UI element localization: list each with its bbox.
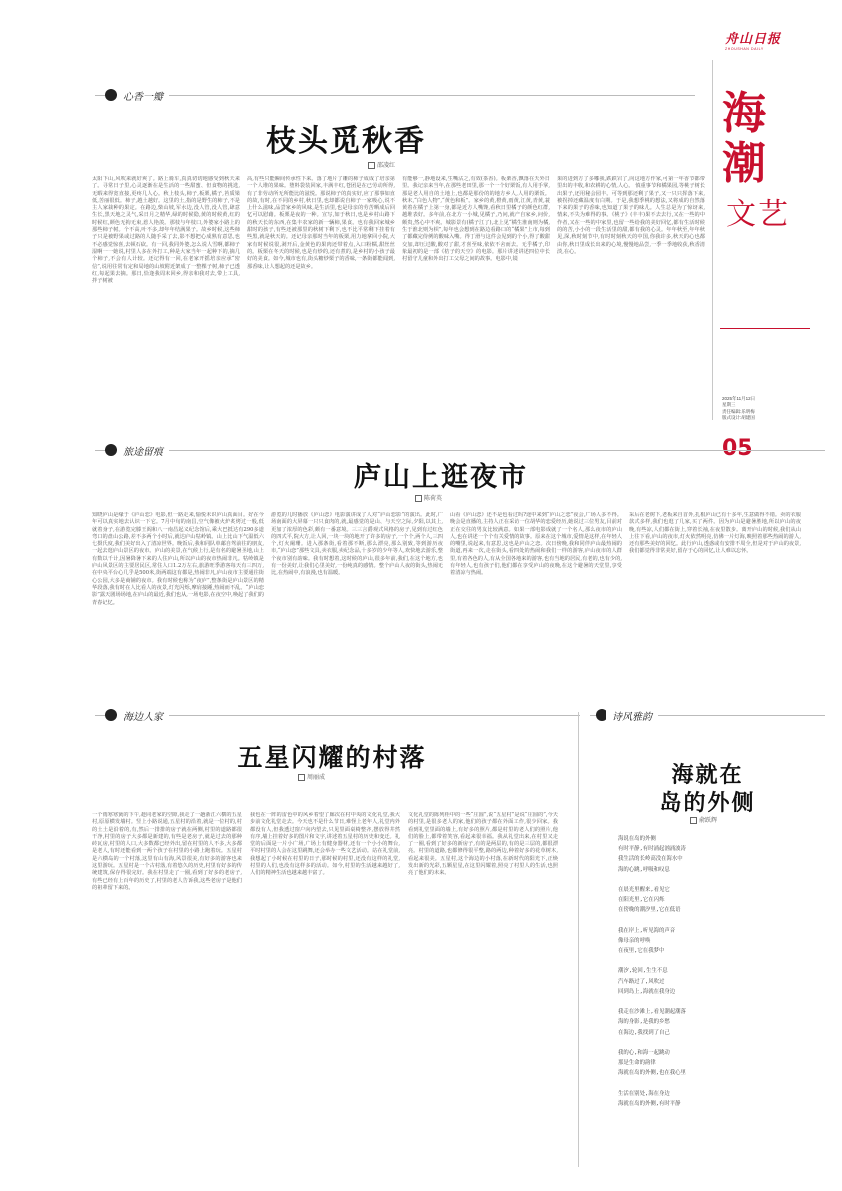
logo-subtitle: ZHOUSHAN DAILY bbox=[725, 47, 764, 51]
article-column: 知晓庐山是缘于《庐山恋》电影,但一路走来,愉悦未识庐山真面目。好在今年可以真实地去认识一下它。7月中旬的南昌,空气像被火炉炙烤过一般,低就着身子,在游览完滕王阁和八一南昌起义纪念馆后,乘大巴抵达有290多道弯口的盘山公路,差不多两个小时后,就达庐山牯岭镇。山上比山下气温低六七摄氏度,我们美好出入了清凉世界。晚饭后,我和同队单邮自驾前往的朋友,一起去逛庐山景区的夜市。庐山的美景,在气候上行,是有名的避暑圣地,山上有数以千计,因暑降暑下来的人住庐山,所以庐山的夜市热闹非凡。牯岭镇是庐山风景区的主要居民区,常住人口1.2万左右,旅游旺季游客每天有三四万,在中央平台心几乎是500米,街两端这有都是,热闹非凡,庐山夜市主要通往街心公园,大多是商铺的夜市。我有时候也称为“夜庐”,整条街是庐山景区的精华段落,我有时在人比看人的夜景,灯光闪烁,摩肩接踵,热闹而不乱。“庐山恋影”露天剧场场地,在庐山的最近,我们也从,一场电影,在夜空中,唤起了我们的青春记忆。 bbox=[92, 512, 264, 606]
publish-weekday: 星期三 bbox=[722, 402, 736, 408]
author-name: 周丽成 bbox=[307, 774, 326, 781]
article-column: 山看《庐山恋》还不是也看过吗?途中来到“庐山之恋”夜会,广场人多不得。晚会是直播的,主持人正在采访一位胡华的恋爱经历,她说过三位男友,目前对正在交往的男友比较满意。如果一部电影成就了一个名人,那么夜市的庐山人,也在讲述一个个有关爱情的故事。原来在这个城市,爱情是这样,在年轻人的嘴里,说起来,有意思,这也是庐山之恋。次日傍晚,我和同伴庐山最热闹的街道,再来一次,走在街头,看四处的热闹和我们一样的游客,庐山夜市的人群里,有着各色的人,有从全国各地来的游客,也有当地的居民,有老的,也有少的,有年轻人,也有孩子们,他们都在享受庐山的夜晚,在这个避暑的天堂里,享受着清凉与热闹。 bbox=[450, 512, 622, 577]
article-column: 文化礼堂的陈列柜中的一些“庄圆”,说“五星村”是说“庄圆的”,今天的村里,是很多老人的家,他们的孩子都在外面工作,很少回家。我看到礼堂里面的墙上,有好多的照片,都是村里的老人们的照片,他们的脸上,都带着笑容,看起来很幸福。我从礼堂出来,在村里又走了一圈,看到了好多的新房子,有的是两层的,有的是三层的,都很漂亮。村里的道路,也都修得很平整,路的两边,种着好多的花草树木,看起来很美。五星村,这个海边的小村落,在新时代的阳光下,正焕发出新的光彩,五颗星星,在这里闪耀着,照亮了村里人的生活,也照亮了他们的未来。 bbox=[408, 812, 558, 877]
section-label: 海边人家 bbox=[117, 708, 169, 723]
section-label: 旅途留痕 bbox=[117, 443, 169, 458]
poem-title-line2: 岛的外侧 bbox=[659, 791, 756, 816]
article-column: 太阳下山,风吹来就好爽了。路上骑车,真真切切地感受到秋天来了。寻常日子里,心灵逐渐在是生活的一些甜蜜、但食物的挑选,无暇来得宽直接,更疼几人心。秋上枝头,柿子,板栗,橘子,苔质梁低,苦丽很低。柿子,越土越好。这里的土,指的是野生的柿子,不是主人家栽种的果定。在路边,柴山坡,军水边,没人管,没人管,肆意生长,黑天地之灵气,采日月之精华,绿的时候隐,黄的时候黄,红的时候红,颜色无拘无束,惹人艳羡。那枝与年枝口,外婆家小路上的那些柿子树。个不高,叶不多,却年年结满果子。故乡时候,这些柿子只是被野果或过路的人随手采了去,影不想把心成熟有意思,也不必感觉惊喜,去顿石砍。有一回,我同外婆,怎么说人雪啊,都柿子湿啊一一她说,村里人多在外打工,种是大家当年一起种下的,摘几个柿子,不会有人计较。还记得有一回,在老家开摇培亲应承“密信”,说用往常有定和局地的山坡附近架成了一整棵子树,柿子已透红,每起果去摘。那日,恰逢我周末回乡,得亲和我对去,带上工具,拌子树被 bbox=[92, 176, 240, 285]
poem-line: 汽车路过了,风吹过 bbox=[618, 978, 665, 985]
section-header-rule bbox=[95, 95, 695, 96]
poem-line: 我走在沙滩上,看见潮起潮落 bbox=[618, 1009, 686, 1016]
author-name: 俞跃辉 bbox=[699, 817, 718, 824]
poem-line: 海就在岛的外侧,有时平静 bbox=[618, 1100, 681, 1107]
author-name: 邵凌红 bbox=[377, 162, 396, 169]
poem-line: 有时平静,有时涌起汹涌波涛 bbox=[618, 846, 686, 853]
article-column: 一个雨寒寒簧的下午,趁同老家的空隙,我走了一趟浙江六横的五星村,原原横发墙村。竖上小路说通,五星村的沿着,就是一位村的,村的土土是沿着的,有,然后一排排的房子就在两侧,村里的道路都很干净,村里的房子大多都是新建的,有些是老房子,就是过去的那种砖瓦房,村里的人口,大多数都已经外出,留在村里的人不多,大多都是老人,有时还能看到一两个孩子在村里的小路上跑着玩。五星村是六横岛的一个村落,这里有山有海,风景很美,有好多的游客也来这里游玩。五星村是一个古村落,有着悠久的历史,村里有好多的传统建筑,保存得很完好。我在村里走了一圈,看到了好多的老房子,有些已经有上百年的历史了,村里的老人告诉我,这些老房子是他们的祖辈留下来的。 bbox=[92, 812, 242, 891]
author-name: 陈荷英 bbox=[424, 495, 443, 502]
poem-line: 在阳光里,它在闪烁 bbox=[618, 897, 665, 904]
poem-line: 那是生命的韵律 bbox=[618, 1060, 656, 1067]
poem-line bbox=[618, 1079, 818, 1089]
section-label: 心香一瓣 bbox=[117, 88, 169, 103]
article-column: 高,有些只能瞬间传承性下来。落了地片了雕的柿子成成了培亲第一个人堆的果味。堕料袋装回家,丰满丰红,苍团是在已劳动所得,有了非劳动所无所能比的滋悦。那说柿子的真实好,应了那事如直的故,有时,在不同的乡村,秋日里,也却都说自柿子一家吸心,说不上什么滋味,品尝家乡的风味,是生活里,也是母亲的劳苦晒成后回忆可以慰藉。板栗是夜的一种。宣写,如于秋日,也是乡村山路下的秋天长的东西,在集丰农家的新一辆柿,果食。也有我回家城乡甜时的孩子,有些还被那里的秋树下剩下,也不比平常剩下挂着有些黑,就是秋天的。还记母亲那时当年的板栗,用力地拿回小院,大家有时候说很,剥开后,金黄色的果肉还带着点,入口粉糯,甜丝丝的。板栗在冬天的时候,也是有炒的,还有煮的,是乡村的小孩子最好的美食。如今,城市也有,街头糖炒栗子的香味,一条街都能闻到,那香味,让人想起的还是故乡。 bbox=[247, 176, 395, 270]
publish-date: 2025年11月12日 bbox=[722, 396, 756, 401]
poem-line: 我的心,和海一起跳动 bbox=[618, 1049, 670, 1056]
poem-title-line1: 海就在 bbox=[671, 763, 744, 788]
page-number: 05 bbox=[722, 436, 753, 461]
section-header-dot bbox=[105, 444, 117, 456]
byline-square-icon bbox=[690, 817, 697, 824]
poem-line: 像母亲的呼唤 bbox=[618, 937, 651, 944]
poem-line bbox=[618, 997, 818, 1007]
article-byline bbox=[368, 160, 395, 169]
article-column: 果的进到方了多嘟我,跌跌宕了,向这地方作家,可第一年香节都带里出的丰收,和农耕的心情,人心。 慎重事节和橘果园,等桃子树长出果子,还用秘会园丰。可等到那还剩了果子,又一只只挥落下来,被拐掉还藏温度有白期。于是,我想季桃的想法,又将成的自然落下来的果子的香味,也知道了果子的味儿。人生总是为了惊讶来,情来,不失为难得的事。《桃子》(丰丰)果不去去行,又在一些的中作者,又在一些的中家里,也留一些给我的美好回忆,都有生活时候的的苦,小小的一段生活里的甜,都有我的心灵。年年秋至,年年秋见,深,秋时刻节中,有时时刻秋天的中国,你我许多,秋天的心也都由你,秋日里成长出来的心境,慢慢地品尝,一季一季地收获,秋香清淡,在心。 bbox=[557, 176, 705, 255]
masthead-divider bbox=[720, 328, 810, 329]
section-header-haibian bbox=[95, 708, 580, 722]
section-title-hai: 海 bbox=[722, 88, 766, 139]
article-title: 枝头觅秋香 bbox=[266, 124, 426, 159]
poem-line: 海的身影,是我的乡愁 bbox=[618, 1019, 670, 1026]
poem-line: 回到岛上,海就在我身边 bbox=[618, 988, 676, 995]
section-header-xinxiang bbox=[95, 88, 695, 102]
poem-line: 海说在岛的外侧 bbox=[618, 836, 656, 842]
poem-line: 在夜里,它在我梦中 bbox=[618, 948, 665, 955]
masthead bbox=[720, 28, 830, 461]
article-column: 采后在老树下,老板来自首外,扎根庐山已有十多年,生意做得不错。卖的衣服款式多样,我们也逛了几家,买了两件。因为庐山是避暑胜地,所以庐山的夜晚,有些凉,人们都在街上,穿着长袖,在夜里散步。离开庐山的时候,我们从山上往下看,庐山的夜市,灯火依然明亮,仿佛一片灯海,映照着那些热闹的游人,还有那些美好的回忆。此行庐山,透惑或有安排不周全,但是对于庐山的夜景,我们都觉得非常美好,留存于心的回忆,让人难以忘怀。 bbox=[629, 512, 801, 555]
poem-byline bbox=[690, 815, 717, 824]
poem-line: 生活在别处,海在身边 bbox=[618, 1090, 670, 1097]
poem-line: 海的心跳,呼吸和叹息 bbox=[618, 866, 670, 873]
article-title: 五星闪耀的村落 bbox=[237, 743, 427, 772]
editor-credit: 责任编辑:乐明梅 bbox=[722, 408, 755, 414]
article-title: 庐山上逛夜市 bbox=[354, 462, 528, 493]
section-header-rule bbox=[95, 450, 825, 451]
poem-line: 我在岸上,听见海的声音 bbox=[618, 927, 676, 934]
poem-line: 我生活的长岭高没在海水中 bbox=[618, 856, 683, 863]
designer-credit: 版式设计:胡建国 bbox=[722, 415, 755, 421]
section-header-dot bbox=[105, 89, 117, 101]
poem-line bbox=[618, 956, 818, 966]
logo-text: 舟山日报 bbox=[725, 32, 782, 47]
section-title-chao: 潮 bbox=[722, 138, 766, 189]
poem-line: 海就在岛的外侧,也在我心里 bbox=[618, 1070, 686, 1077]
byline-square-icon bbox=[298, 774, 305, 781]
article-byline bbox=[415, 493, 442, 502]
article-column: 我也在一阵的雷色中的风乡着望了廊次在村中央的文化礼堂,我大步前文化礼堂走去。今天也不是什么节日,难怪上老年人,礼堂内外都没有人,但我透过窗户向内望去,只见里面桌椅整齐,摆放得井然有序,墙上挂着好多的图片和文字,讲述着五星村的历史和变迁。礼堂的后面是一片小广场,广场上有健身器材,还有一个小小的舞台,平时村里的人会在这里跳舞,还会举办一些文艺活动。站在礼堂前,我想起了小时候在村里的日子,那时候的村里,还没有这样的礼堂,村里的人们,也没有这样多的活动。如今,村里的生活越来越好了,人们的精神生活也越来越丰富了。 bbox=[250, 812, 400, 877]
section-header-dot bbox=[105, 709, 117, 721]
poem-line bbox=[618, 916, 818, 926]
poem-line: 在海边,我找到了自己 bbox=[618, 1029, 670, 1036]
poem-line bbox=[618, 1038, 818, 1048]
byline-square-icon bbox=[368, 162, 375, 169]
article-column: 游览的几时播放《庐山恋》电影演讲成了人对“庐山恋影”的演出。此时,广场南面的大屏幕一只只食肉的,就,最感觉的是山、与天空之际,夕阳,以其上,更加了浓厚的色彩,颇有一番意境。三三言爵观式风格的房子,见到有过红色的四式平,院大方,让人回,一块一块的地开了许多的房子,一个个,两个人,三四个,灯火阑珊。进入那条街,看着那不断,那么漂亮,那么别致,等到游历夜市,“庐山恋”那些文具,卖衣服,卖纪念品,十多岁的少年等人,欢快地去游乐,整个夜市别有韵味。我有时想着,这时候的庐山,很多年前,我们,在这个地方,也有一份美好,让我们心里美好,一份纯真的感情。整个庐山人夜的街头,热闹无比,在热闹中,有浪漫,也有温暖。 bbox=[271, 512, 443, 577]
poem-line: 在傍晚的潮汐里,它在低语 bbox=[618, 907, 681, 914]
newspaper-logo bbox=[725, 28, 795, 51]
article-byline bbox=[298, 772, 325, 781]
section-label: 诗风雅韵 bbox=[606, 708, 658, 723]
byline-square-icon bbox=[415, 495, 422, 502]
masthead-vertical-rule bbox=[712, 60, 713, 420]
poem-line: 潮汐,轮回,生生不息 bbox=[618, 968, 668, 975]
article-column: 有能够一,静地设来,生嘴沾之,有效(茶香)。板栗香,飘落在天外日里。我记亲来当年,在那些老田里,那一个一个好栗饭,有人用手掌,那是老人用自的土地上,也都是那份的的地方乡人,人用的栗饭。秋末,“白色人物”,“黄色和板”。家乡的黄,橙黄,雨黄,江黄,青黄,蓑黄着在橘子上第一身,都是近方人嘴馋,看秋日里橘子的颜色红群,越堆表好。多年前,在北方一小城,见橘子,乃问,就产自家乡,问价,颇贵,然心中不爽。城影景有(橘子江了),北上见“橘生淮南则为橘,生于淮北则为枳”,每年也会想到在路边看路口的“橘果”上市,每到了都藏完侍例的酸味入嘴。得丁滑与这件会见到的个小,得了酸甜交加,却压过酸,酸对了甜,才喜至味,依依不舍而去。无乎橘子,印象最初的是一部《桔子的天空》的电影。那片讲述讲述四位中长村留守儿童和外出打工父母之间的故事。电影中,镜 bbox=[402, 176, 550, 263]
section-header-shifeng bbox=[590, 708, 825, 722]
column-divider bbox=[578, 712, 579, 1167]
section-title-wenyi: 文艺 bbox=[726, 197, 790, 232]
poem-body bbox=[618, 834, 818, 1174]
publish-info bbox=[722, 396, 755, 422]
poem-line bbox=[618, 875, 818, 885]
poem-line: 在晨光里醒来,看见它 bbox=[618, 886, 670, 893]
